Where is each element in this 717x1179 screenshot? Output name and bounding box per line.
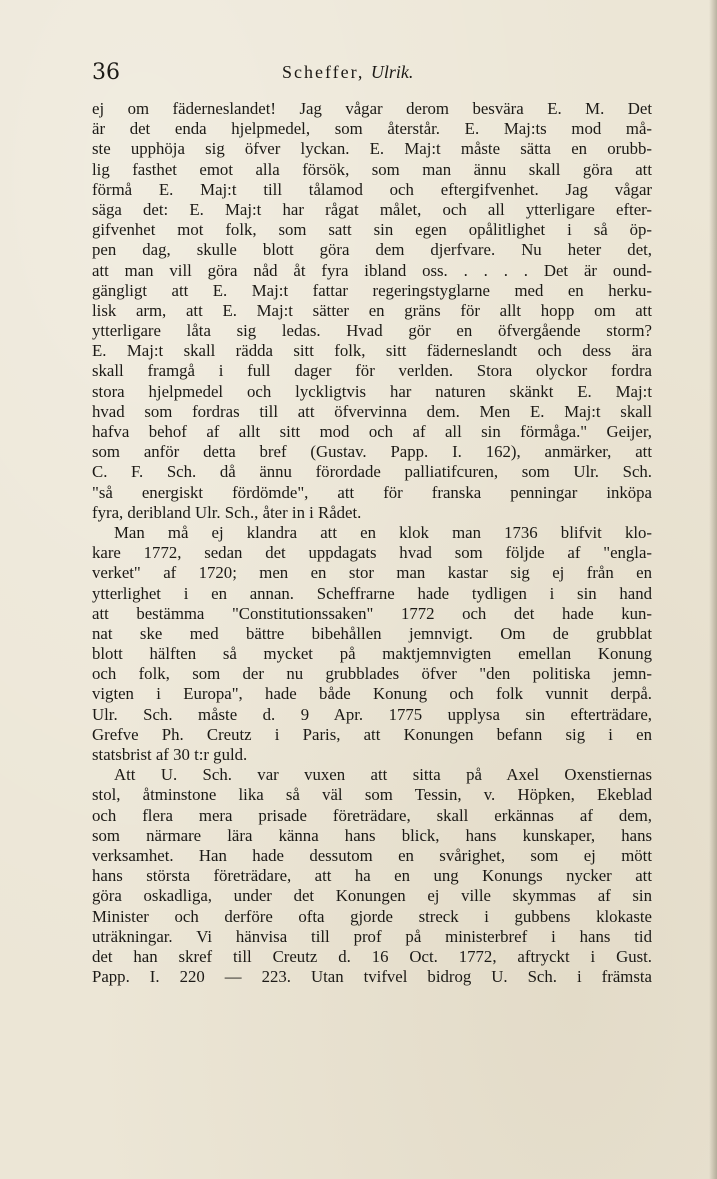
page-header <box>92 60 652 90</box>
text-line: och flera mera prisade företrädare, skall erkännas af dem, <box>92 805 652 825</box>
text-line: lisk arm, att E. Maj:t sätter en gräns för allt hopp om att <box>92 300 652 320</box>
text-line: blott hälften så mycket på maktjemnvigten emellan Konung <box>92 644 652 664</box>
text-line: det han skref till Creutz d. 16 Oct. 1772, aftryckt i Gust. <box>92 946 652 966</box>
text-line: nat ske med bättre bibehållen jemnvigt. Om de grubblat <box>92 623 652 643</box>
text-line: ytterlighet i en annan. Scheffrarne hade tydligen i sin hand <box>92 583 652 603</box>
text-line: Ulr. Sch. måste d. 9 Apr. 1775 upplysa sin efterträdare, <box>92 704 652 724</box>
text-line: som närmare lära känna hans blick, hans kunskaper, hans <box>92 825 652 845</box>
text-line: uträkningar. Vi hänvisa till prof på ministerbref i hans tid <box>92 926 652 946</box>
text-line: skall framgå i full dager för verlden. Stora olyckor fordra <box>92 361 652 381</box>
text-line: stol, åtminstone lika så väl som Tessin, v. Höpken, Ekeblad <box>92 785 652 805</box>
text-line: Man må ej klandra att en klok man 1736 blifvit klo- <box>114 522 652 542</box>
text-line: vigten i Europa", hade både Konung och folk vunnit derpå. <box>92 684 652 704</box>
text-line: som anför detta bref (Gustav. Papp. I. 162), anmärker, att <box>92 442 652 462</box>
text-line: är det enda hjelpmedel, som återstår. E. Maj:ts mod må- <box>92 119 652 139</box>
text-line: verksamhet. Han hade dessutom en svårighet, som ej mött <box>92 845 652 865</box>
text-line: ytterligare låta sig ledas. Hvad gör en öfvergående storm? <box>92 321 652 341</box>
text-line: statsbrist af 30 t:r guld. <box>92 745 248 764</box>
text-line: hvad som fordras till att öfvervinna dem. Men E. Maj:t skall <box>92 401 652 421</box>
text-line: ej om fäderneslandet! Jag vågar derom besvära E. M. Det <box>92 99 652 118</box>
text-line: E. Maj:t skall rädda sitt folk, sitt fäderneslandt och dess ära <box>92 341 652 361</box>
text-line: Att U. Sch. var vuxen att sitta på Axel Oxenstiernas <box>114 765 652 785</box>
text-line: hans största företrädare, att ha en ung Konungs nycker att <box>92 866 652 886</box>
text-line: gängligt att E. Maj:t fattar regeringstyglarne med en herku- <box>92 280 652 300</box>
text-line: Grefve Ph. Creutz i Paris, att Konungen befann sig i en <box>92 724 652 744</box>
text-line: att bestämma "Constitutionssaken" 1772 och det hade kun- <box>92 603 652 623</box>
text-line: verket" af 1720; men en stor man kastar sig ej från en <box>92 563 652 583</box>
text-line: ste upphöja sig öfver lyckan. E. Maj:t måste sätta en orubb- <box>92 139 652 159</box>
page-number: 36 <box>92 60 120 85</box>
running-head-name: Scheffer, <box>282 62 365 82</box>
text-line: säga det: E. Maj:t har rågat målet, och all ytterligare efter- <box>92 199 652 219</box>
text-line: fyra, deribland Ulr. Sch., åter in i Rådet. <box>92 502 362 522</box>
text-line: göra oskadliga, under det Konungen ej ville skymmas af sin <box>92 886 652 906</box>
text-line: Minister och derföre ofta gjorde streck i gubbens klokaste <box>92 906 652 926</box>
text-line: Papp. I. 220 — 223. Utan tvifvel bidrog U. Sch. i främsta <box>92 967 652 987</box>
text-line: lig fasthet emot alla försök, som man ännu skall göra att <box>92 159 652 179</box>
text-line: "så energiskt fördömde", att för franska penningar inköpa <box>92 482 652 502</box>
text-line: kare 1772, sedan det uppdagats hvad som följde af "engla- <box>92 543 652 563</box>
running-head-italic: Ulrik. <box>370 62 414 82</box>
text-line: att man vill göra nåd åt fyra ibland oss. . . . . Det är ound- <box>92 260 652 280</box>
text-line: stora hjelpmedel och lyckligtvis har naturen skänkt E. Maj:t <box>92 381 652 401</box>
text-line: pen dag, skulle blott göra dem djerfvare. Nu heter det, <box>92 240 652 260</box>
text-line: förmå E. Maj:t till tålamod och eftergifvenhet. Jag vågar <box>92 179 652 199</box>
page-edge-shadow <box>709 0 717 1179</box>
text-line: gifvenhet mot folk, som satt sin egen opålitlighet i så öp- <box>92 220 652 240</box>
text-line: hafva behof af allt sitt mod och af all sin förmåga." Geijer, <box>92 422 652 441</box>
text-line: C. F. Sch. då ännu förordade palliatifcuren, som Ulr. Sch. <box>92 462 652 482</box>
body-text <box>92 99 652 987</box>
running-head <box>282 62 413 83</box>
text-line: och folk, som der nu grubblades öfver "den politiska jemn- <box>92 664 652 684</box>
